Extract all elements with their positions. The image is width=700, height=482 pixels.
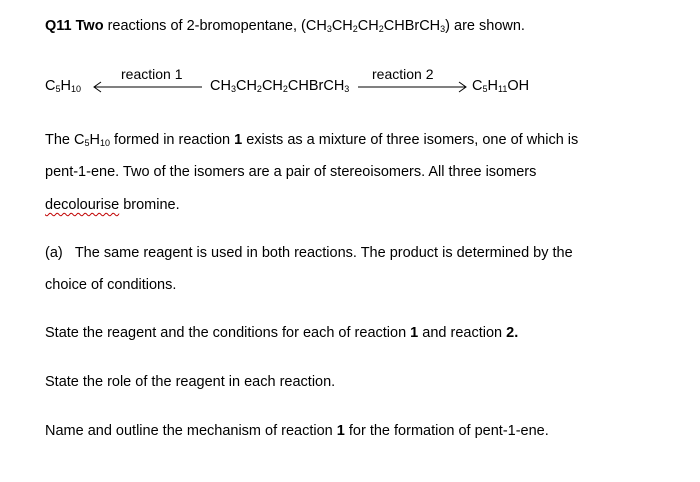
reactant-left: $C_5H_{10}$ [45, 78, 81, 94]
bold-1: 1 [234, 132, 243, 148]
reaction2-arrow [356, 81, 468, 93]
reaction-scheme [0, 58, 700, 98]
question-title-end: ) are shown. [445, 18, 525, 34]
product-right: $C_5H_{11}OH$ [472, 78, 530, 94]
reaction2-label: reaction 2 [372, 66, 434, 82]
question-number: Q11 [45, 18, 72, 34]
instruction-state-role: State the role of the reagent in each reaction. [45, 374, 336, 390]
part-a-label: (a) [45, 245, 63, 261]
part-a-line2: choice of conditions. [45, 277, 177, 293]
instruction-state-reagent: State the reagent and the conditions for each of reaction 1 and reaction 2. [45, 325, 519, 341]
instruction-mechanism: Name and outline the mechanism of reaction 1 for the formation of pent-1-ene. [45, 423, 549, 439]
question-lead: Two [75, 18, 104, 34]
center-compound: $CH_3CH_2CH_2CHBrCH_3$ [210, 78, 350, 94]
paragraph1-line1: The $C_5H_{10}$ formed in reaction 1 exists as a mixture of three isomers, one of which is [45, 132, 579, 148]
reaction1-arrow [92, 81, 204, 93]
paragraph1-line2: pent-1-ene. Two of the isomers are a pair of stereoisomers. All three isomers [45, 164, 537, 180]
question-title: Q11 Two reactions of 2-bromopentane, $(CH_3CH_2CH_2CHBrCH_3)$ are shown. [45, 18, 525, 34]
spellcheck-word: decolourise [45, 197, 120, 213]
paragraph1-line3: decolourise bromine. [45, 197, 180, 213]
part-a-line1: (a) The same reagent is used in both reactions. The product is determined by the [45, 245, 573, 261]
question-title-text: reactions of 2-bromopentane, (CH [103, 18, 327, 34]
reaction1-label: reaction 1 [121, 66, 183, 82]
